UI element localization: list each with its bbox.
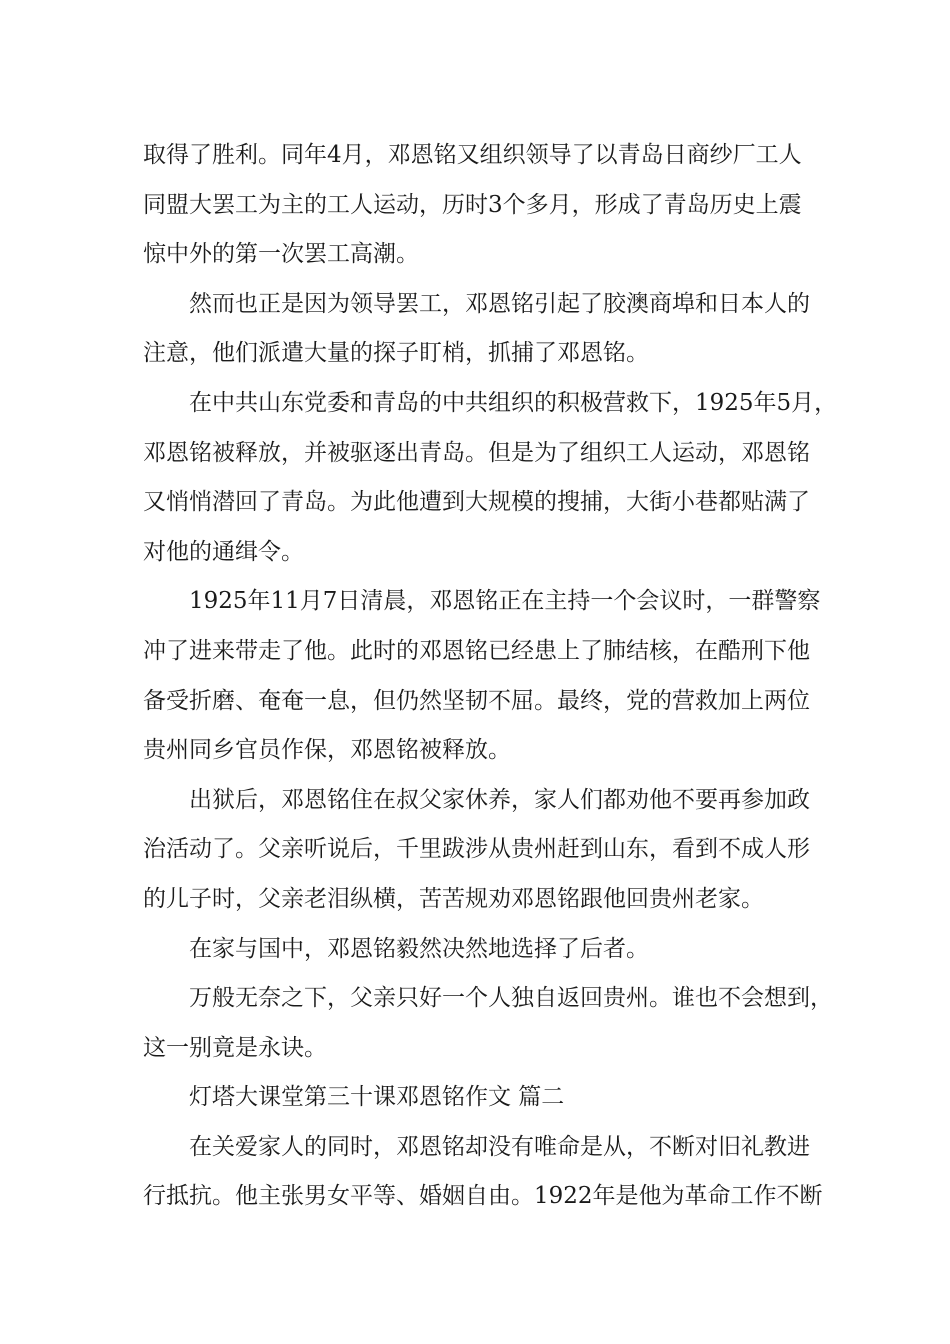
text-line: 在关爱家人的同时，邓恩铭却没有唯命是从，不断对旧礼教进 [189, 1133, 810, 1160]
document-body [143, 131, 838, 1222]
text-line: 然而也正是因为领导罢工，邓恩铭引起了胶澳商埠和日本人的 [189, 290, 810, 317]
text-line: 这一别竟是永诀。 [143, 1034, 327, 1061]
text-line: 在中共山东党委和青岛的中共组织的积极营救下，1925年5月， [189, 389, 838, 416]
text-line: 惊中外的第一次罢工高潮。 [143, 241, 419, 268]
text-line: 同盟大罢工为主的工人运动，历时3个多月，形成了青岛历史上震 [143, 191, 802, 218]
text-line: 的儿子时，父亲老泪纵横，苦苦规劝邓恩铭跟他回贵州老家。 [143, 885, 764, 912]
section-heading: 灯塔大课堂第三十课邓恩铭作文 篇二 [189, 1084, 565, 1111]
text-line: 又悄悄潜回了青岛。为此他遭到大规模的搜捕，大街小巷都贴满了 [143, 489, 810, 516]
text-line: 万般无奈之下，父亲只好一个人独自返回贵州。谁也不会想到， [189, 985, 833, 1012]
text-line: 备受折磨、奄奄一息，但仍然坚韧不屈。最终，党的营救加上两位 [143, 687, 810, 714]
text-line: 冲了进来带走了他。此时的邓恩铭已经患上了肺结核，在酷刑下他 [143, 637, 810, 664]
text-line: 治活动了。父亲听说后，千里跋涉从贵州赶到山东，看到不成人形 [143, 836, 810, 863]
text-line: 取得了胜利。同年4月，邓恩铭又组织领导了以青岛日商纱厂工人 [143, 142, 802, 168]
text-line: 在家与国中，邓恩铭毅然决然地选择了后者。 [189, 935, 649, 962]
text-line: 对他的通缉令。 [143, 538, 304, 565]
text-line: 行抵抗。他主张男女平等、婚姻自由。1922年是他为革命工作不断 [143, 1183, 823, 1210]
text-line: 1925年11月7日清晨，邓恩铭正在主持一个会议时，一群警察 [189, 588, 821, 615]
text-line: 邓恩铭被释放，并被驱逐出青岛。但是为了组织工人运动，邓恩铭 [143, 439, 810, 466]
text-line: 出狱后，邓恩铭住在叔父家休养，家人们都劝他不要再参加政 [189, 786, 810, 813]
text-line: 注意，他们派遣大量的探子盯梢，抓捕了邓恩铭。 [143, 340, 649, 367]
text-line: 贵州同乡官员作保，邓恩铭被释放。 [143, 737, 511, 764]
